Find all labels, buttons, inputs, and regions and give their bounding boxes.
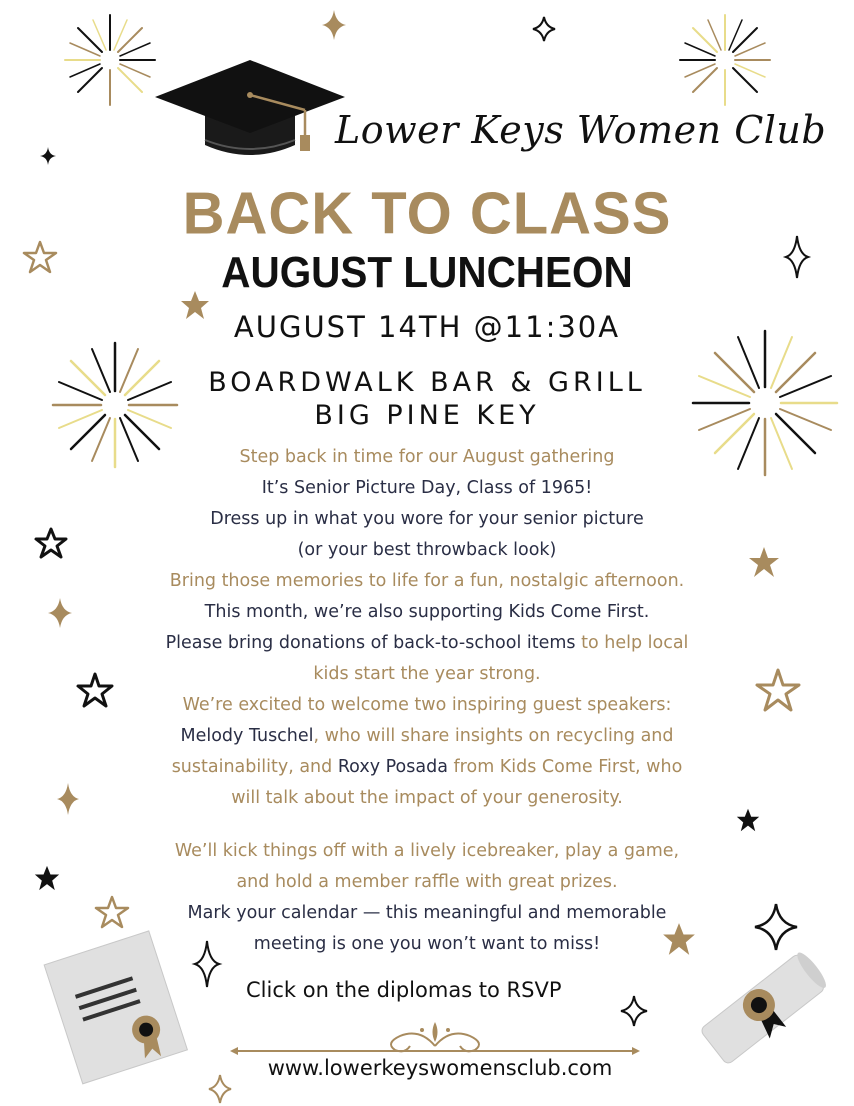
sparkle-icon [48, 598, 72, 628]
star-icon [748, 546, 780, 578]
venue-location: BIG PINE KEY [314, 400, 540, 431]
body-line: Bring those memories to life for a fun, nostalgic afternoon. [169, 571, 685, 591]
sparkle-icon [322, 10, 346, 40]
body-line [130, 752, 724, 783]
body-line: Step back in time for our August gathering [239, 447, 615, 467]
event-description [130, 442, 724, 814]
body-line: Mark your calendar — this meaningful and memorable [187, 903, 667, 923]
body-line: It’s Senior Picture Day, Class of 1965! [261, 478, 593, 498]
event-activities [130, 836, 724, 960]
body-line: We’re excited to welcome two inspiring guest speakers: [182, 695, 672, 715]
star-outline-icon [34, 527, 68, 559]
donation-request: Please bring donations of back-to-school items [165, 633, 576, 653]
body-line: This month, we’re also supporting Kids Come First. [204, 602, 650, 622]
donation-purpose: to help local [575, 633, 689, 653]
event-venue [0, 366, 854, 432]
body-line: (or your best throwback look) [297, 540, 557, 560]
body-line: Dress up in what you wore for your senior picture [210, 509, 644, 529]
sparkle-icon [57, 783, 79, 815]
firework-icon [55, 5, 165, 115]
body-line: meeting is one you won’t want to miss! [253, 934, 601, 954]
page-title: BACK TO CLASS [182, 180, 672, 247]
body-line: will talk about the impact of your generosity. [231, 788, 623, 808]
firework-icon [670, 5, 780, 115]
star-outline-icon [94, 895, 130, 929]
graduation-cap-icon [155, 55, 345, 170]
star-icon [736, 808, 760, 832]
body-line: and hold a member raffle with great prizes. [236, 872, 618, 892]
sparkle-icon [40, 147, 56, 165]
speaker-name: Roxy Posada [337, 757, 448, 777]
speaker-detail: sustainability, and [171, 757, 338, 777]
body-line [130, 721, 724, 752]
star-outline-icon [76, 672, 114, 708]
venue-name: BOARDWALK BAR & GRILL [208, 367, 646, 398]
speaker-detail: from Kids Come First, who [447, 757, 683, 777]
body-line: kids start the year strong. [313, 664, 541, 684]
website-link[interactable]: www.lowerkeyswomensclub.com [267, 1056, 613, 1080]
speaker-detail: , who will share insights on recycling and [313, 726, 674, 746]
event-date-time: AUGUST 14TH @11:30A [233, 310, 621, 344]
body-line: We’ll kick things off with a lively icebreaker, play a game, [174, 841, 680, 861]
star-icon [34, 865, 60, 891]
speaker-name: Melody Tuschel [180, 726, 314, 746]
event-subtitle: AUGUST LUNCHEON [221, 248, 633, 297]
star-outline-icon [755, 668, 801, 712]
ornament-divider [230, 1018, 640, 1060]
rsvp-instruction: Click on the diplomas to RSVP [246, 978, 562, 1002]
sparkle-icon [532, 16, 556, 42]
club-name: Lower Keys Women Club [335, 108, 827, 152]
body-line [100, 628, 754, 659]
